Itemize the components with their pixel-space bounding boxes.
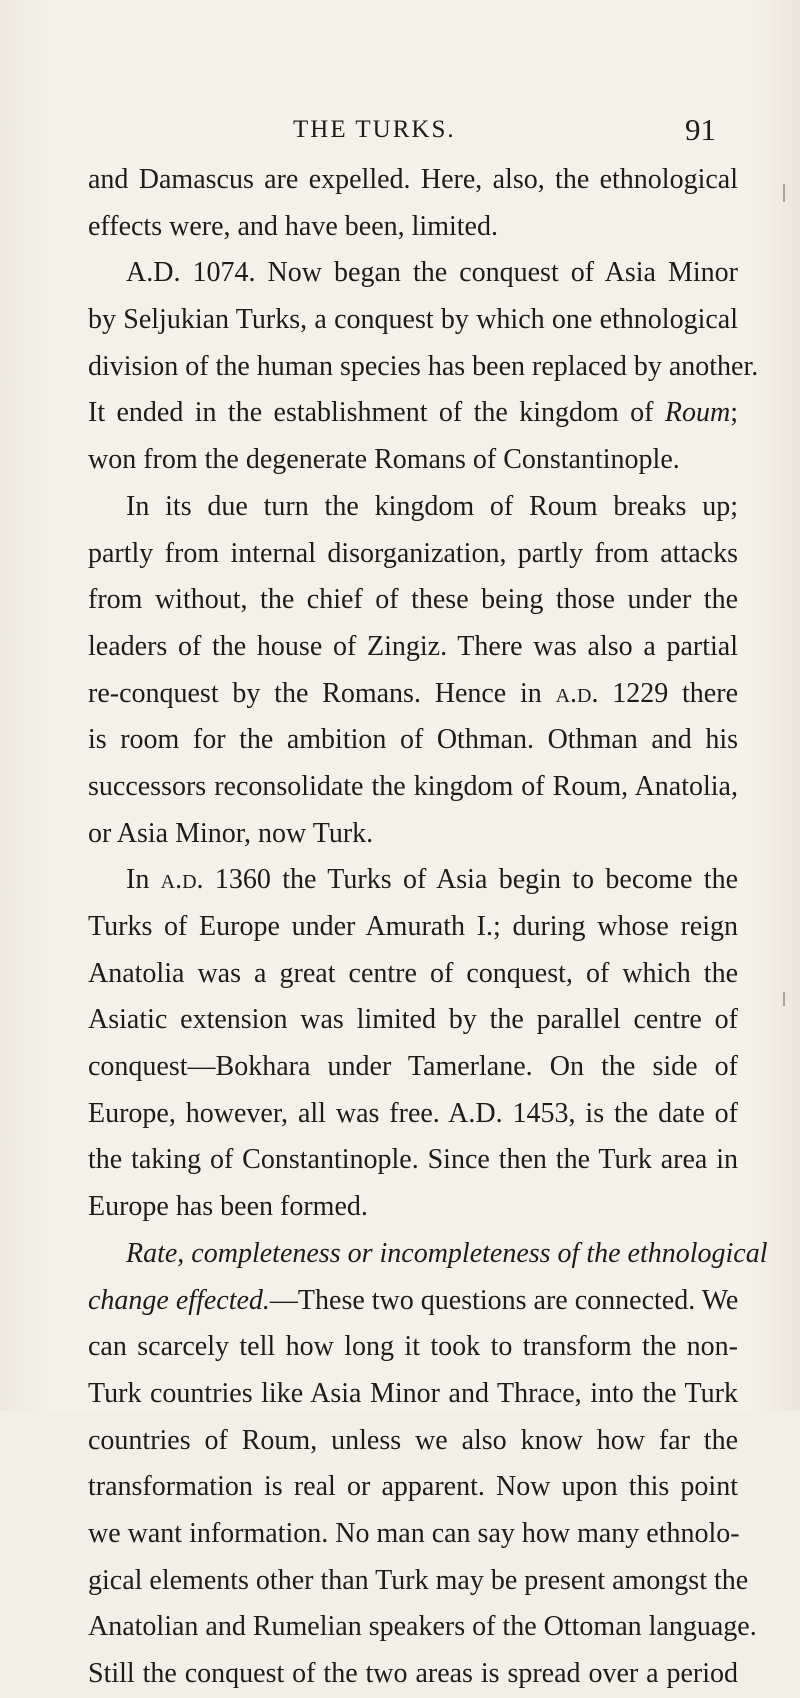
italic-heading: Rate, completeness or incompleteness of the ethnological [126, 1237, 768, 1269]
text-line: Asiatic extension was limited by the parallel centre of [88, 1004, 738, 1036]
text-line [88, 857, 738, 904]
text-run: In [126, 864, 161, 896]
text-line: division of the human species has been replaced by another. [88, 350, 759, 382]
era-abbreviation: a.d. [555, 677, 599, 709]
italic-heading: change effected. [88, 1284, 270, 1316]
text-line: Still the conquest of the two areas is spread over a period [88, 1658, 738, 1689]
text-line [88, 390, 738, 437]
text-line: gical elements other than Turk may be present amongst the [88, 1564, 749, 1596]
margin-mark [783, 184, 785, 202]
italic-word: Roum [664, 397, 731, 429]
text-line: partly from internal disorganization, partly from attacks [88, 537, 738, 569]
text-line: the taking of Constantinople. Since then the Turk area in [88, 1144, 738, 1176]
text-line: is room for the ambition of Othman. Othman and his [88, 724, 738, 756]
text-line: Anatolia was a great centre of conquest, of which the [88, 957, 738, 989]
text-run: re-conquest by the Romans. Hence in [88, 677, 556, 709]
text-line: by Seljukian Turks, a conquest by which one ethnological [88, 304, 738, 336]
text-run: —These two questions are connected. We [269, 1284, 739, 1316]
text-line: or Asia Minor, now Turk. [88, 817, 374, 849]
text-line: Europe, however, all was free. A.D. 1453, is the date of [88, 1097, 738, 1129]
text-line: countries of Roum, unless we also know how far the [88, 1424, 738, 1456]
text-line: we want information. No man can say how many ethnolo- [88, 1517, 740, 1549]
text-run: 1360 the Turks of Asia begin to become the [203, 864, 739, 896]
text-line: Europe has been formed. [88, 1191, 368, 1223]
text-line: won from the degenerate Romans of Constantinople. [88, 444, 680, 476]
text-line: transformation is real or apparent. Now upon this point [88, 1471, 738, 1503]
text-line: successors reconsolidate the kingdom of Roum, Anatolia, [88, 770, 738, 802]
body-text [88, 157, 768, 1698]
text-run: ; [730, 397, 738, 429]
text-line [88, 1231, 768, 1278]
text-line: can scarcely tell how long it took to transform the non- [88, 1331, 738, 1363]
text-run: 1229 there [598, 677, 738, 709]
era-abbreviation: a.d. [160, 864, 204, 896]
text-line: effects were, and have been, limited. [88, 210, 498, 242]
text-line [88, 671, 738, 718]
running-head [0, 113, 800, 147]
text-run: It ended in the establishment of the kingdom of [88, 397, 665, 429]
text-line: conquest—Bokhara under Tamerlane. On the side of [88, 1051, 738, 1083]
text-line [88, 1278, 738, 1325]
text-line: Anatolian and Rumelian speakers of the Ottoman language. [88, 1611, 757, 1643]
text-line: A.D. 1074. Now began the conquest of Asia Minor [126, 257, 738, 289]
text-line: Turk countries like Asia Minor and Thrace, into the Turk [88, 1377, 738, 1409]
text-line: from without, the chief of these being those under the [88, 584, 738, 616]
text-line: Turks of Europe under Amurath I.; during whose reign [88, 911, 738, 942]
margin-mark [783, 992, 785, 1006]
text-line: leaders of the house of Zingiz. There was also a partial [88, 630, 738, 662]
text-line: and Damascus are expelled. Here, also, the ethnological [88, 164, 738, 195]
running-title: THE TURKS. [293, 116, 456, 143]
page-number: 91 [685, 112, 716, 147]
text-line: In its due turn the kingdom of Roum breaks up; [126, 490, 738, 522]
